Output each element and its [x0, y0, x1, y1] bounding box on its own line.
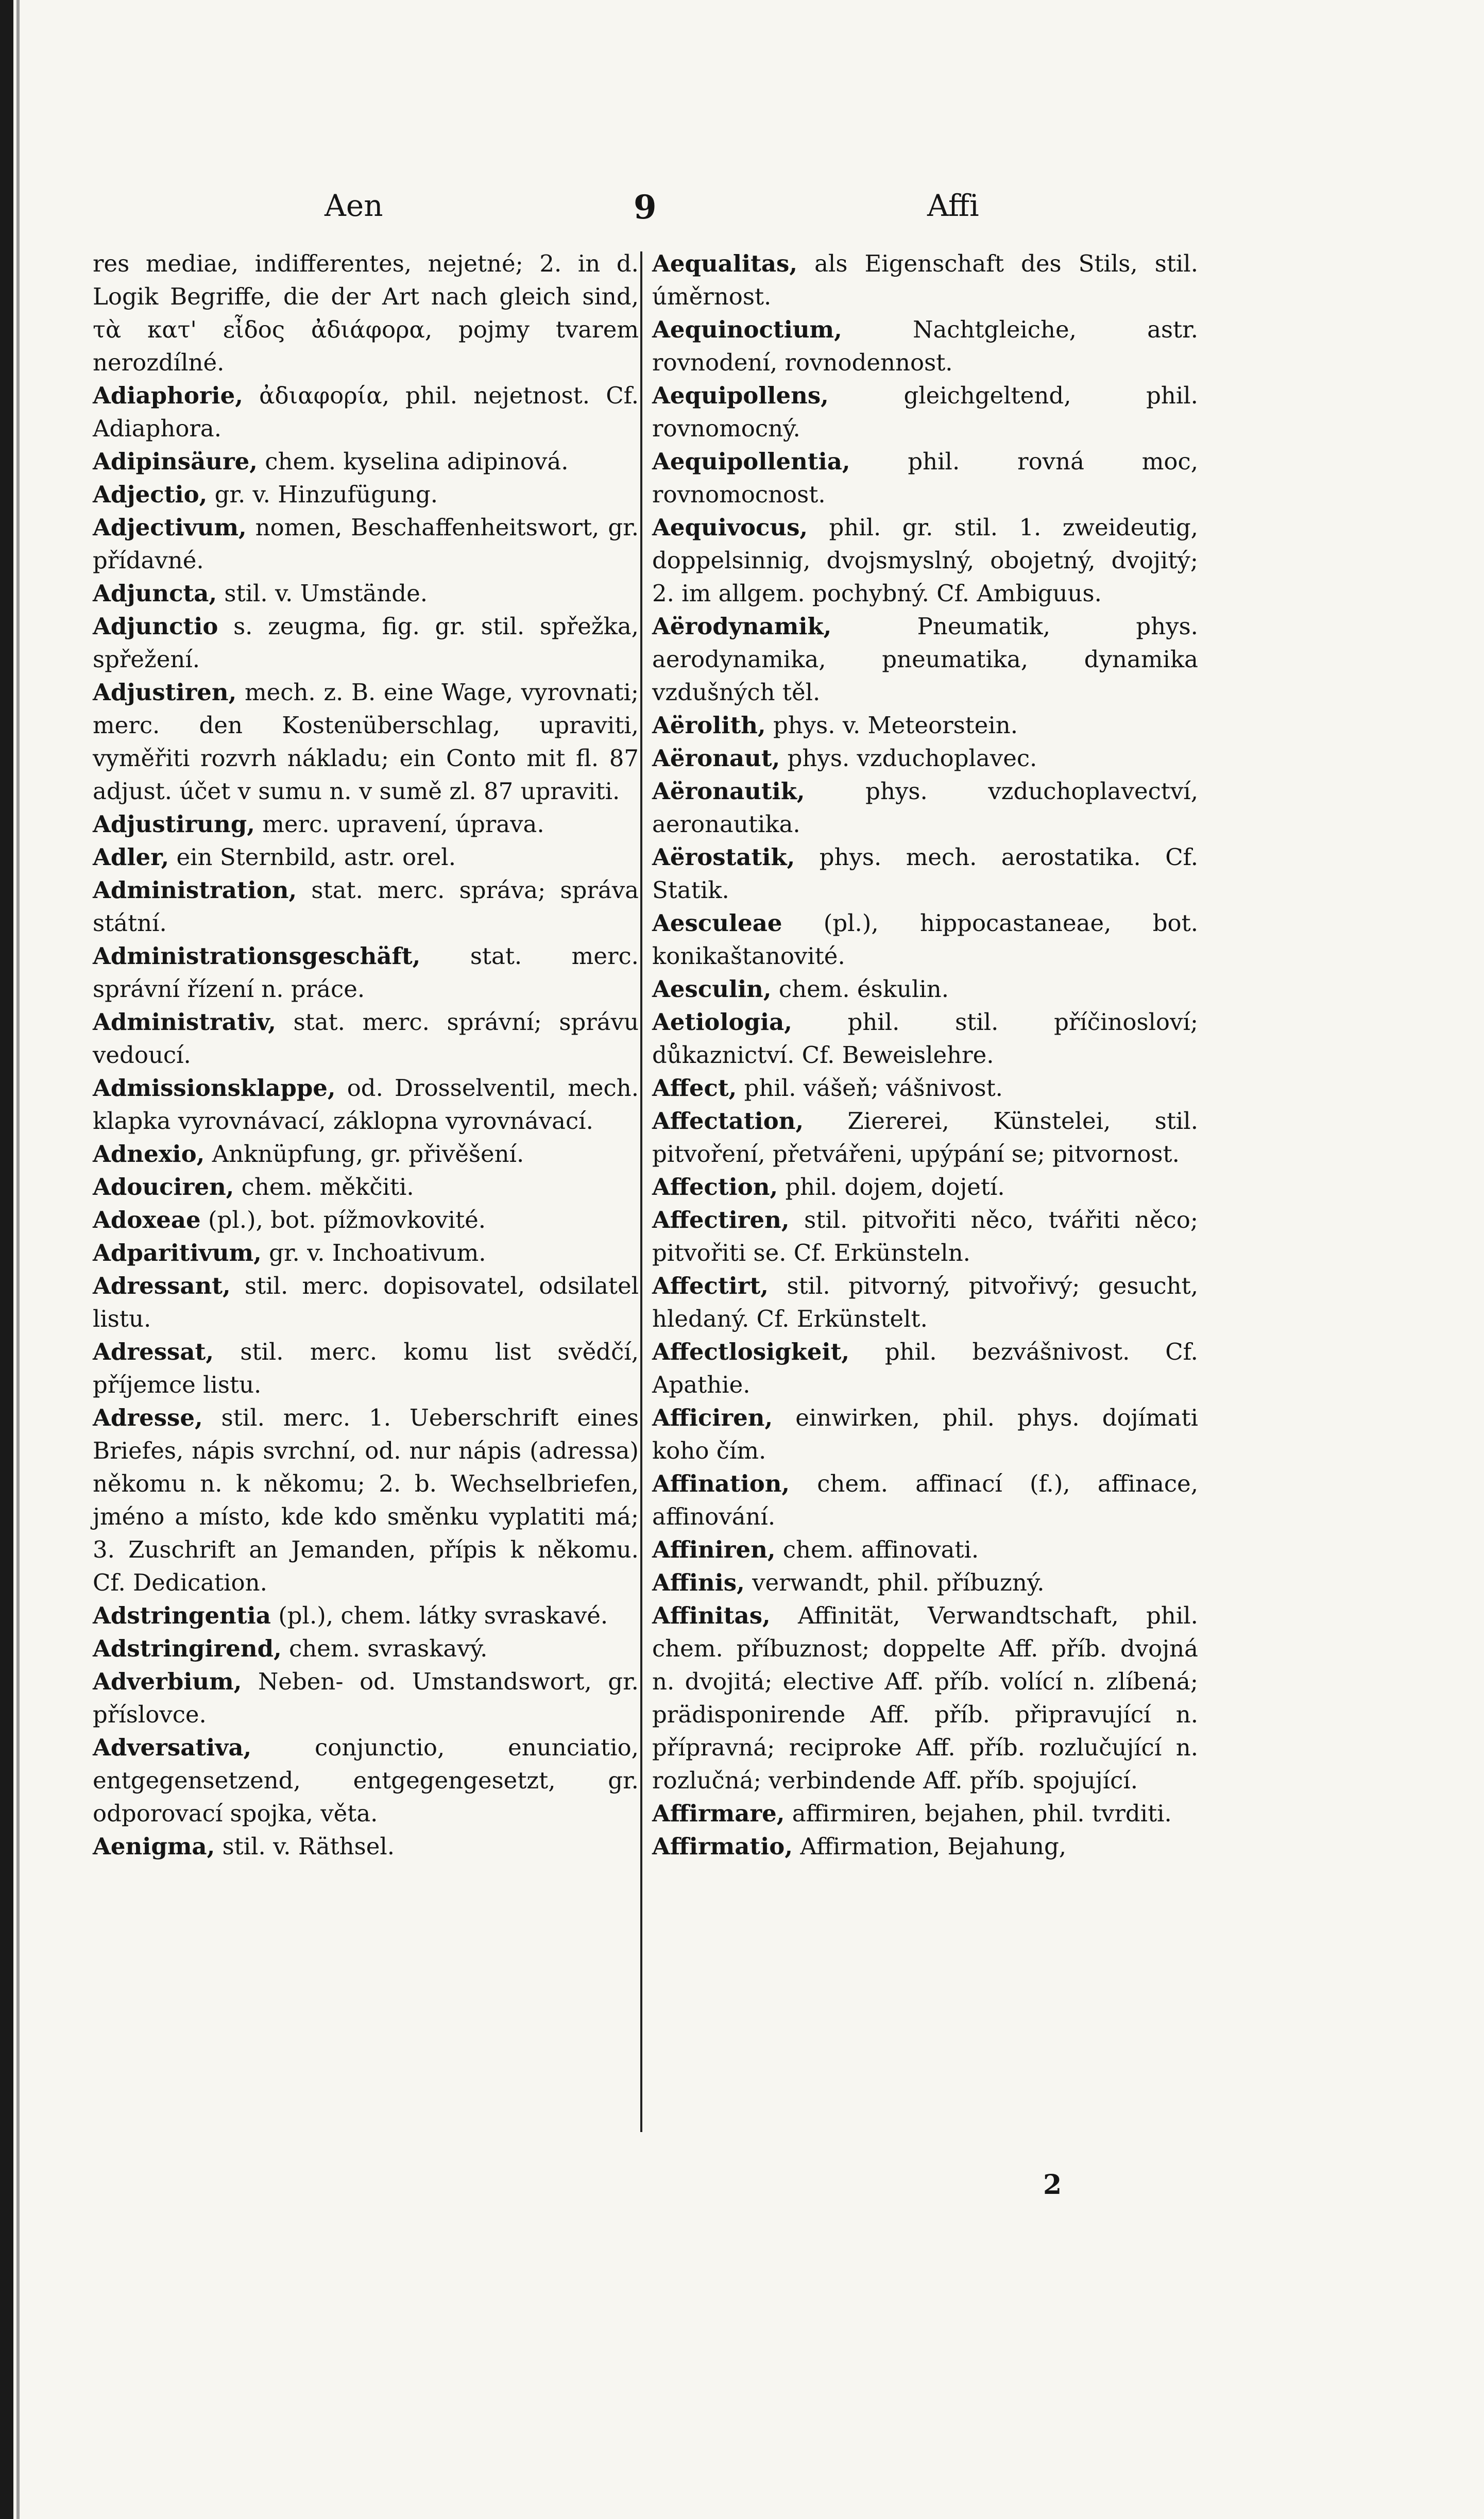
entry-headword: Aesculeae	[652, 909, 782, 937]
dictionary-entry	[652, 973, 1198, 1006]
entry-definition: (pl.), bot. pížmovkovité.	[208, 1206, 486, 1233]
entry-definition: Nachtgleiche, astr. rovnodení, rovnodennost.	[652, 316, 1198, 376]
dictionary-entry	[652, 907, 1198, 973]
entry-definition: (pl.), hippocastaneae, bot. konikaštanovité.	[652, 909, 1198, 970]
entry-headword: Affectiren,	[652, 1206, 790, 1233]
dictionary-entry	[652, 1830, 1198, 1863]
dictionary-entry	[93, 874, 639, 940]
entry-definition: chem. affinovati.	[782, 1536, 979, 1563]
entry-headword: Aequalitas,	[652, 250, 798, 277]
entry-headword: Adjectivum,	[93, 514, 247, 541]
dictionary-entry	[652, 1006, 1198, 1072]
dictionary-entry	[93, 1270, 639, 1335]
entry-headword: Adiaphorie,	[93, 382, 243, 409]
dictionary-entry	[93, 1731, 639, 1830]
dictionary-entry	[93, 1237, 639, 1270]
entry-definition: stil. v. Umstände.	[224, 580, 428, 607]
page-number: 9	[634, 188, 657, 227]
entry-headword: Adjustiren,	[93, 679, 237, 706]
entry-definition: phys. mech. aerostatika. Cf. Statik.	[652, 843, 1198, 904]
entry-headword: Adparitivum,	[93, 1239, 262, 1266]
entry-headword: Affection,	[652, 1173, 778, 1201]
dictionary-entry	[93, 1830, 639, 1863]
dictionary-entry	[652, 610, 1198, 709]
dictionary-entry	[93, 1171, 639, 1204]
dictionary-entry	[652, 1270, 1198, 1335]
entry-headword: Affinitas,	[652, 1602, 771, 1629]
dictionary-entry	[652, 1204, 1198, 1270]
entry-definition: phys. v. Meteorstein.	[773, 712, 1018, 739]
entry-headword: Adouciren,	[93, 1173, 234, 1201]
entry-definition: Pneumatik, phys. aerodynamika, pneumatika, dynamika vzdušných těl.	[652, 613, 1198, 706]
entry-headword: Adjectio,	[93, 481, 208, 508]
entry-definition: merc. upravení, úprava.	[262, 810, 544, 838]
dictionary-entry	[652, 1566, 1198, 1599]
dictionary-entry	[652, 1105, 1198, 1171]
entry-definition: (pl.), chem. látky svraskavé.	[278, 1602, 608, 1629]
entry-headword: Adipinsäure,	[93, 448, 258, 475]
dictionary-entry	[93, 1072, 639, 1138]
entry-definition: Ziererei, Künstelei, stil. pitvoření, přetvářeni, upýpání se; pitvornost.	[652, 1107, 1199, 1168]
entry-headword: Aërodynamik,	[652, 613, 832, 640]
entry-definition: phil. bezvášnivost. Cf. Apathie.	[652, 1338, 1198, 1398]
dictionary-entry	[652, 1171, 1198, 1204]
entry-definition: gleichgeltend, phil. rovnomocný.	[652, 382, 1198, 442]
dictionary-entry	[93, 808, 639, 841]
entry-headword: Affination,	[652, 1470, 790, 1497]
binding-edge	[0, 0, 13, 2519]
dictionary-entry	[93, 1599, 639, 1632]
entry-definition: chem. kyselina adipinová.	[265, 448, 569, 475]
signature-mark: 2	[1043, 2169, 1062, 2201]
entry-headword: Affirmatio,	[652, 1833, 793, 1860]
entry-headword: Aequipollentia,	[652, 448, 850, 475]
entry-definition: res mediae, indifferentes, nejetné; 2. in d. Logik Begriffe, die der Art nach gleich sind, τὰ κατ' εἶδος ἀδιάφορα, pojmy tvarem nerozdílné.	[93, 250, 639, 376]
entry-definition: phys. vzduchoplavectví, aeronautika.	[652, 777, 1198, 838]
binding-shadow	[16, 0, 20, 2519]
entry-headword: Administrationsgeschäft,	[93, 942, 421, 970]
dictionary-entry	[93, 379, 639, 445]
entry-headword: Aëronautik,	[652, 777, 805, 805]
entry-headword: Aequipollens,	[652, 382, 829, 409]
dictionary-entry	[652, 379, 1198, 445]
dictionary-entry	[93, 1335, 639, 1401]
entry-definition: stat. merc. správní; správu vedoucí.	[93, 1008, 639, 1069]
entry-definition: verwandt, phil. příbuzný.	[752, 1569, 1045, 1596]
entry-definition: phil. vášeň; vášnivost.	[744, 1074, 1003, 1102]
entry-headword: Adnexio,	[93, 1140, 205, 1168]
entry-headword: Affirmare,	[652, 1800, 785, 1827]
dictionary-entry	[93, 610, 639, 676]
dictionary-entry	[652, 1599, 1198, 1797]
entry-definition: stil. pitvořiti něco, tvářiti něco; pitvořiti se. Cf. Erkünsteln.	[652, 1206, 1198, 1266]
entry-headword: Adverbium,	[93, 1668, 242, 1695]
entry-definition: stil. v. Räthsel.	[222, 1833, 395, 1860]
dictionary-entry	[652, 775, 1198, 841]
entry-definition: gr. v. Hinzufügung.	[214, 481, 438, 508]
entry-headword: Affect,	[652, 1074, 737, 1102]
dictionary-entry	[652, 1072, 1198, 1105]
dictionary-entry	[93, 1401, 639, 1599]
entry-definition: ein Sternbild, astr. orel.	[176, 843, 456, 871]
dictionary-entry	[93, 1665, 639, 1731]
entry-definition: mech. z. B. eine Wage, vyrovnati; merc. den Kostenüberschlag, upraviti, vyměřiti rozvrh nákladu; ein Conto mit fl. 87 adjust. účet v sumu n. v sumě zl. 87 upraviti.	[93, 679, 639, 805]
dictionary-entry	[652, 1797, 1198, 1830]
entry-definition: affirmiren, bejahen, phil. tvrditi.	[792, 1800, 1172, 1827]
dictionary-entry	[652, 1335, 1198, 1401]
entry-definition: als Eigenschaft des Stils, stil. úměrnost.	[652, 250, 1198, 310]
entry-headword: Administration,	[93, 876, 297, 904]
dictionary-entry	[93, 1006, 639, 1072]
dictionary-entry	[652, 709, 1198, 742]
entry-definition: chem. affinací (f.), affinace, affinování.	[652, 1470, 1198, 1530]
dictionary-entry	[652, 841, 1198, 907]
entry-headword: Adoxeae	[93, 1206, 201, 1233]
entry-headword: Adversativa,	[93, 1734, 252, 1761]
dictionary-entry	[93, 676, 639, 808]
entry-headword: Adjustirung,	[93, 810, 255, 838]
dictionary-entry	[93, 841, 639, 874]
dictionary-entry	[93, 445, 639, 478]
entry-definition: Affinität, Verwandtschaft, phil. chem. příbuznost; doppelte Aff. příb. dvojná n. dvojitá; elective Aff. příb. volící n. zlíbená; prädisponirende Aff. příb. připravující n. přípravná; reciproke Aff. příb. rozlučující n. rozlučná; verbindende Aff. příb. spojující.	[652, 1602, 1198, 1794]
entry-headword: Adjuncta,	[93, 580, 217, 607]
entry-headword: Afficiren,	[652, 1404, 773, 1431]
dictionary-entry	[652, 247, 1198, 313]
entry-definition: stil. merc. 1. Ueberschrift eines Briefes, nápis svrchní, od. nur nápis (adressa) někomu n. k někomu; 2. b. Wechselbriefen, jméno a místo, kde kdo směnku vyplatiti má; 3. Zuschrift an Jemanden, přípis k někomu. Cf. Dedication.	[93, 1404, 639, 1596]
entry-definition: stil. pitvorný, pitvořivý; gesucht, hledaný. Cf. Erkünstelt.	[652, 1272, 1198, 1332]
entry-definition: stil. merc. dopisovatel, odsilatel listu.	[93, 1272, 639, 1332]
entry-headword: Aëronaut,	[652, 745, 780, 772]
dictionary-entry	[652, 1533, 1198, 1566]
entry-definition: phil. stil. příčinosloví; důkaznictví. Cf. Beweislehre.	[652, 1008, 1198, 1069]
entry-definition: phil. gr. stil. 1. zweideutig, doppelsinnig, dvojsmyslný, obojetný, dvojitý; 2. im allgem. pochybný. Cf. Ambiguus.	[652, 514, 1198, 607]
entry-definition: chem. éskulin.	[778, 975, 949, 1003]
entry-headword: Administrativ,	[93, 1008, 276, 1036]
header-left-guide-word: Aen	[325, 188, 383, 223]
entry-definition: einwirken, phil. phys. dojímati koho čím.	[652, 1404, 1198, 1464]
dictionary-entry	[93, 577, 639, 610]
entry-headword: Affinis,	[652, 1569, 745, 1596]
entry-definition: chem. měkčiti.	[241, 1173, 414, 1201]
entry-definition: conjunctio, enunciatio, entgegensetzend, entgegengesetzt, gr. odporovací spojka, věta.	[93, 1734, 639, 1827]
dictionary-entry	[652, 445, 1198, 511]
entry-headword: Affectation,	[652, 1107, 804, 1135]
dictionary-entry	[652, 1467, 1198, 1533]
header-right-guide-word: Affi	[927, 188, 979, 223]
column-divider	[640, 251, 642, 2132]
dictionary-entry	[652, 1401, 1198, 1467]
entry-headword: Adresse,	[93, 1404, 203, 1431]
entry-headword: Aërolith,	[652, 712, 766, 739]
dictionary-entry	[652, 313, 1198, 379]
entry-definition: stat. merc. správní řízení n. práce.	[93, 942, 639, 1003]
dictionary-entry	[93, 478, 639, 511]
entry-definition: nomen, Beschaffenheitswort, gr. přídavné.	[93, 514, 639, 574]
entry-definition: phil. dojem, dojetí.	[785, 1173, 1005, 1201]
dictionary-entry	[93, 1632, 639, 1665]
entry-headword: Affectirt,	[652, 1272, 769, 1299]
entry-headword: Affiniren,	[652, 1536, 776, 1563]
dictionary-entry	[652, 511, 1198, 610]
entry-headword: Adressant,	[93, 1272, 231, 1299]
entry-headword: Admissionsklappe,	[93, 1074, 336, 1102]
entry-headword: Adler,	[93, 843, 169, 871]
entry-definition: gr. v. Inchoativum.	[269, 1239, 486, 1266]
dictionary-entry	[652, 742, 1198, 775]
dictionary-entry	[93, 940, 639, 1006]
entry-definition: s. zeugma, fig. gr. stil. spřežka, spřežení.	[93, 613, 639, 673]
entry-definition: chem. svraskavý.	[289, 1635, 488, 1662]
entry-definition: Affirmation, Bejahung,	[800, 1833, 1067, 1860]
entry-headword: Aenigma,	[93, 1833, 215, 1860]
entry-definition: stat. merc. správa; správa státní.	[93, 876, 639, 937]
entry-headword: Aërostatik,	[652, 843, 795, 871]
entry-definition: phil. rovná moc, rovnomocnost.	[652, 448, 1198, 508]
entry-definition: Neben- od. Umstandswort, gr. příslovce.	[93, 1668, 639, 1728]
right-column	[652, 247, 1198, 1863]
page-header	[93, 183, 1412, 234]
entry-headword: Aequivocus,	[652, 514, 808, 541]
entry-headword: Adstringentia	[93, 1602, 271, 1629]
entry-headword: Aetiologia,	[652, 1008, 792, 1036]
entry-definition: od. Drosselventil, mech. klapka vyrovnávací, záklopna vyrovnávací.	[93, 1074, 639, 1135]
entry-definition: phys. vzduchoplavec.	[787, 745, 1037, 772]
entry-headword: Adstringirend,	[93, 1635, 282, 1662]
entry-definition: Anknüpfung, gr. přivěšení.	[212, 1140, 524, 1168]
entry-headword: Adjunctio	[93, 613, 218, 640]
entry-headword: Aesculin,	[652, 975, 772, 1003]
dictionary-entry	[93, 1204, 639, 1237]
entry-definition: stil. merc. komu list svědčí, příjemce listu.	[93, 1338, 639, 1398]
dictionary-entry	[93, 511, 639, 577]
dictionary-entry	[93, 247, 639, 379]
dictionary-entry	[93, 1138, 639, 1171]
entry-definition: ἀδιαφορία, phil. nejetnost. Cf. Adiaphora.	[93, 382, 639, 442]
entry-headword: Adressat,	[93, 1338, 214, 1365]
entry-headword: Affectlosigkeit,	[652, 1338, 850, 1365]
entry-headword: Aequinoctium,	[652, 316, 842, 343]
left-column	[93, 247, 639, 1863]
